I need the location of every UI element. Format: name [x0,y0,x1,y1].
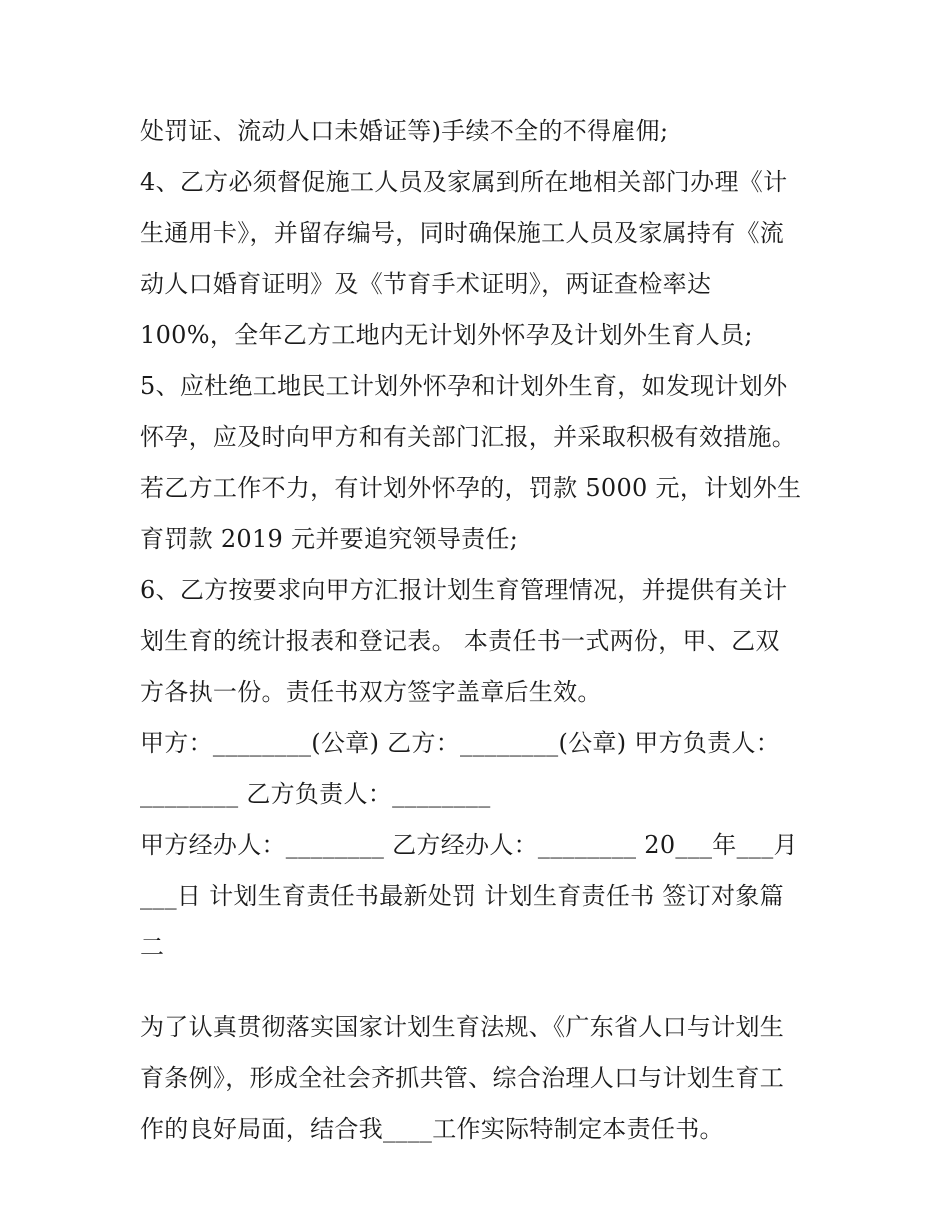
text-line-19: 育条例》，形成全社会齐抓共管、综合治理人口与计划生育工 [140,1064,785,1092]
text-line-5: 100%，全年乙方工地内无计划外怀孕及计划外生育人员; [140,321,753,349]
document-page [140,106,820,1155]
text-line-18: 为了认真贯彻落实国家计划生育法规、《广东省人口与计划生 [140,1013,785,1041]
paragraph-gap [140,973,820,1002]
text-line-8: 若乙方工作不力，有计划外怀孕的，罚款 5000 元，计划外生 [140,474,802,502]
text-line-7: 怀孕，应及时向甲方和有关部门汇报，并采取积极有效措施。 [140,423,797,451]
text-line-17: 二 [140,933,165,961]
text-line-16: ___日 计划生育责任书最新处罚 计划生育责任书 签订对象篇 [140,882,784,910]
text-line-4: 动人口婚育证明》及《节育手术证明》，两证查检率达 [140,270,712,298]
text-line-20: 作的良好局面，结合我____工作实际特制定本责任书。 [140,1115,724,1143]
signature-line-1: 甲方：________(公章) 乙方：________(公章) 甲方负责人： [140,729,781,757]
text-line-6: 5、应杜绝工地民工计划外怀孕和计划外生育，如发现计划外 [140,372,788,400]
text-line-1: 处罚证、流动人口未婚证等)手续不全的不得雇佣; [140,117,669,145]
text-line-11: 划生育的统计报表和登记表。 本责任书一式两份，甲、乙双 [140,627,780,655]
signature-line-3: 甲方经办人：________ 乙方经办人：________ 20___年___月 [140,831,798,859]
text-line-12: 方各执一份。责任书双方签字盖章后生效。 [140,678,602,706]
signature-line-2: ________ 乙方负责人：________ [140,780,491,808]
text-line-10: 6、乙方按要求向甲方汇报计划生育管理情况，并提供有关计 [140,576,788,604]
text-line-9: 育罚款 2019 元并要追究领导责任; [140,525,519,553]
text-line-2: 4、乙方必须督促施工人员及家属到所在地相关部门办理《计 [140,168,788,196]
text-line-3: 生通用卡》，并留存编号，同时确保施工人员及家属持有《流 [140,219,785,247]
